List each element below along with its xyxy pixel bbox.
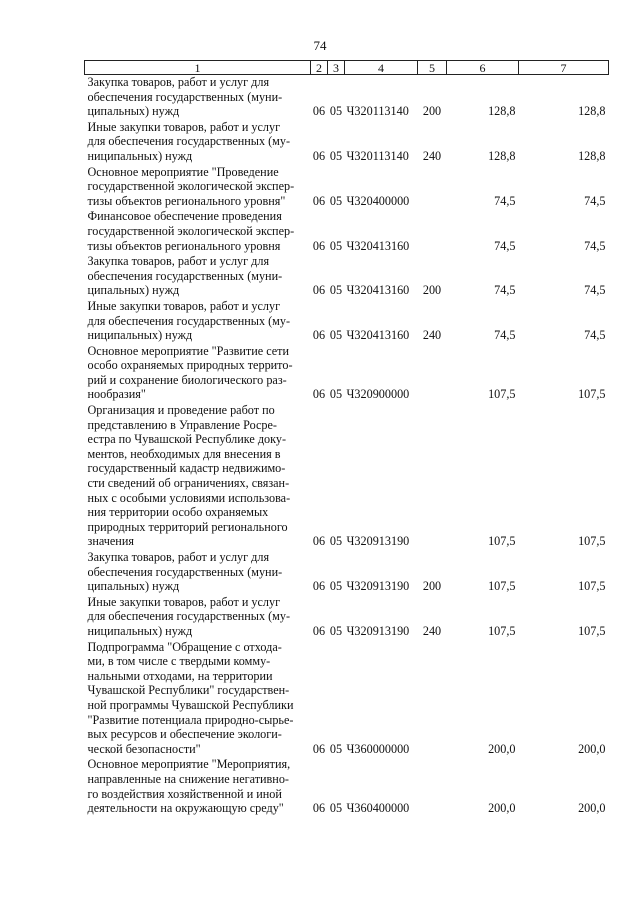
budget-table [84, 60, 609, 817]
subsection-code: 05 [329, 741, 343, 756]
subsection-code: 05 [329, 193, 343, 208]
expense-type-code: 240 [422, 148, 442, 163]
section-code: 06 [312, 387, 326, 402]
column-header-7: 7 [519, 61, 609, 75]
target-article-code: Ч320413160 [346, 238, 410, 253]
column-header-5: 5 [418, 61, 447, 75]
table-row [85, 209, 609, 254]
table-row [85, 344, 609, 403]
amount-col7: 128,8 [578, 104, 606, 119]
target-article-code: Ч320113140 [346, 148, 409, 163]
expense-type-code [418, 757, 447, 816]
target-article-code: Ч360000000 [346, 741, 410, 756]
table-row [85, 595, 609, 640]
subsection-code: 05 [329, 579, 343, 594]
row-description: Закупка товаров, работ и услуг для обеспечения государственных (муни- ципальных) нужд [87, 550, 283, 594]
table-row [85, 75, 609, 120]
column-header-6: 6 [447, 61, 519, 75]
target-article-code: Ч320913190 [346, 579, 410, 594]
row-description: Закупка товаров, работ и услуг для обеспечения государственных (муни- ципальных) нужд [87, 254, 283, 298]
subsection-code: 05 [329, 534, 343, 549]
target-article-code: Ч320400000 [346, 193, 410, 208]
subsection-code: 05 [329, 801, 343, 816]
row-description: Закупка товаров, работ и услуг для обеспечения государственных (муни- ципальных) нужд [87, 75, 283, 119]
amount-col6: 128,8 [488, 148, 516, 163]
row-description: Организация и проведение работ по представлению в Управление Росре- естра по Чувашской Республике доку- ментов, необходимых для внесения в государственный кадастр недвижимо- сти сведений об ограничениях, связан- ных с особыми условиями использова- ния территории особо охраняемых природных территорий регионального значения [87, 403, 291, 549]
target-article-code: Ч320913190 [346, 623, 410, 638]
amount-col6: 107,5 [488, 534, 516, 549]
table-header-row [85, 61, 609, 75]
target-article-code: Ч320913190 [346, 534, 410, 549]
column-header-4: 4 [345, 61, 418, 75]
amount-col7: 128,8 [578, 148, 606, 163]
amount-col6: 74,5 [494, 328, 516, 343]
target-article-code: Ч360400000 [346, 801, 410, 816]
table-row [85, 254, 609, 299]
expense-type-code: 200 [422, 283, 442, 298]
section-code: 06 [312, 148, 326, 163]
row-description: Основное мероприятие "Развитие сети особо охраняемых природных террито- рий и сохранение биологического раз- нообразия" [87, 343, 293, 402]
row-description: Иные закупки товаров, работ и услуг для обеспечения государственных (му- ниципальных) нужд [87, 594, 291, 638]
amount-col6: 74,5 [494, 193, 516, 208]
row-description: Основное мероприятие "Проведение государственной экологической экспер- тизы объектов регионального уровня" [87, 164, 295, 208]
amount-col7: 74,5 [584, 283, 606, 298]
row-description: Подпрограмма "Обращение с отхода- ми, в том числе с твердыми комму- нальными отходами, на территории Чувашской Республики" государствен- ной программы Чувашской Республики "Развитие потенциала природно-сырье- вых ресурсов и обеспечение экологи- ческой безопасности" [87, 639, 294, 756]
amount-col6: 74,5 [494, 283, 516, 298]
row-description: Иные закупки товаров, работ и услуг для обеспечения государственных (му- ниципальных) нужд [87, 298, 291, 343]
amount-col6: 74,5 [494, 238, 516, 253]
section-code: 06 [312, 104, 326, 119]
expense-type-code: 200 [422, 579, 442, 594]
row-description: Основное мероприятие "Мероприятия, направленные на снижение негативно- го воздействия хозяйственной и иной деятельности на окружающую среду" [87, 757, 291, 816]
table-row [85, 120, 609, 165]
amount-col7: 107,5 [578, 623, 606, 638]
amount-col6: 200,0 [488, 741, 516, 756]
subsection-code: 05 [329, 387, 343, 402]
expense-type-code [418, 640, 447, 758]
section-code: 06 [312, 238, 326, 253]
subsection-code: 05 [329, 283, 343, 298]
section-code: 06 [312, 193, 326, 208]
subsection-code: 05 [329, 148, 343, 163]
row-description: Иные закупки товаров, работ и услуг для обеспечения государственных (му- ниципальных) нужд [87, 119, 291, 163]
section-code: 06 [312, 623, 326, 638]
expense-type-code: 240 [422, 328, 442, 343]
column-header-3: 3 [328, 61, 345, 75]
expense-type-code [418, 403, 447, 550]
expense-type-code: 200 [422, 104, 442, 119]
amount-col7: 74,5 [584, 328, 606, 343]
subsection-code: 05 [329, 104, 343, 119]
amount-col7: 200,0 [578, 741, 606, 756]
amount-col6: 200,0 [488, 801, 516, 816]
section-code: 06 [312, 801, 326, 816]
section-code: 06 [312, 534, 326, 549]
amount-col7: 74,5 [584, 238, 606, 253]
column-header-1: 1 [85, 61, 311, 75]
amount-col7: 107,5 [578, 579, 606, 594]
subsection-code: 05 [329, 328, 343, 343]
row-description: Финансовое обеспечение проведения государственной экологической экспер- тизы объектов регионального уровня [87, 209, 295, 253]
target-article-code: Ч320413160 [346, 328, 410, 343]
table-row [85, 165, 609, 210]
expense-type-code [418, 165, 447, 210]
expense-type-code [418, 209, 447, 254]
section-code: 06 [312, 741, 326, 756]
page-number: 74 [313, 38, 327, 53]
amount-col6: 107,5 [488, 579, 516, 594]
table-row [85, 550, 609, 595]
table-row [85, 640, 609, 758]
expense-type-code: 240 [422, 623, 442, 638]
amount-col6: 128,8 [488, 104, 516, 119]
amount-col7: 107,5 [578, 387, 606, 402]
column-header-2: 2 [311, 61, 328, 75]
amount-col6: 107,5 [488, 387, 516, 402]
table-row [85, 299, 609, 344]
section-code: 06 [312, 328, 326, 343]
target-article-code: Ч320113140 [346, 104, 409, 119]
table-row [85, 403, 609, 550]
target-article-code: Ч320900000 [346, 387, 410, 402]
table-row [85, 757, 609, 816]
amount-col7: 200,0 [578, 801, 606, 816]
target-article-code: Ч320413160 [346, 283, 410, 298]
amount-col7: 74,5 [584, 193, 606, 208]
subsection-code: 05 [329, 238, 343, 253]
expense-type-code [418, 344, 447, 403]
amount-col7: 107,5 [578, 534, 606, 549]
section-code: 06 [312, 283, 326, 298]
subsection-code: 05 [329, 623, 343, 638]
section-code: 06 [312, 579, 326, 594]
amount-col6: 107,5 [488, 623, 516, 638]
